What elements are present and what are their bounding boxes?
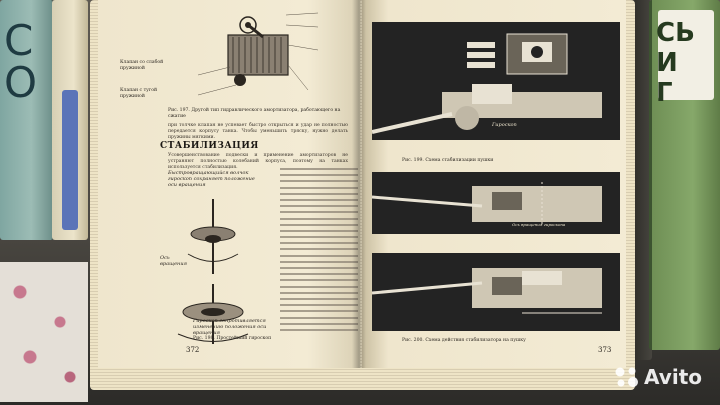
shock-absorber-diagram	[158, 5, 328, 110]
axis-label-1: Ось вращения	[160, 255, 187, 267]
watermark-text: Avito	[644, 365, 702, 389]
floral-fabric	[0, 262, 88, 402]
green-book-cover	[649, 0, 720, 350]
fig-198-caption: Рис. 198. Простейший гироскоп	[193, 336, 272, 341]
diagram-label-stiff-valve: Клапан с тугой пружиной	[120, 88, 158, 99]
teal-book-cover	[0, 0, 54, 240]
plate-label-gyroscope: Гироскоп	[492, 122, 517, 128]
green-book-cover-text: СЬ И Г	[656, 18, 695, 108]
fig-200-plate-b	[372, 253, 620, 331]
left-books	[0, 0, 95, 405]
top-paragraph: при толчке клапан не успевает быстро открыться и удар не полностью передается корпусу танка. Чтобы уменьшить тряску, нужно делать пружины мягкими.	[168, 123, 348, 141]
fig-199-plate	[372, 22, 620, 140]
teal-book-cover-text: С О	[4, 16, 38, 107]
right-books	[625, 0, 720, 405]
avito-logo-icon	[614, 366, 640, 388]
fig-200-caption: Рис. 200. Схема действия стабилизатора на пушку	[402, 338, 526, 343]
fig-199-caption: Рис. 199. Схема стабилизации пушки	[402, 158, 494, 163]
gyro-inset-label: Быстровращающийся волчок гироскоп сохраняет положение оси вращения	[168, 170, 255, 188]
open-book	[90, 0, 635, 390]
section-title: СТАБИЛИЗАЦИЯ	[160, 141, 259, 151]
avito-watermark	[614, 365, 702, 389]
book-gutter	[352, 0, 366, 368]
intro-paragraph: Усовершенствование подвески и применение амортизаторов не устраняют полностью колебаний корпуса, поэтому на танках используется стабилизация.	[168, 153, 348, 171]
page-number-left: 372	[186, 346, 200, 354]
blue-book-spine	[62, 90, 78, 230]
left-page	[98, 0, 360, 368]
diagram-label-weak-valve: Клапан со слабой пружиной	[120, 60, 164, 71]
page-number-right: 373	[598, 346, 612, 354]
fig-197-caption: Рис. 197. Другой тип гидравлического амортизатора, работающего на сжатие	[168, 108, 341, 119]
axis-label-gyro: Ось вращения гироскопа	[512, 222, 566, 227]
right-column-text	[280, 168, 358, 335]
gyro-resist-label: Гироскоп сопротивляется изменению положения оси вращения	[193, 318, 267, 336]
right-page	[362, 0, 626, 368]
fig-200-plate-a	[372, 172, 620, 234]
